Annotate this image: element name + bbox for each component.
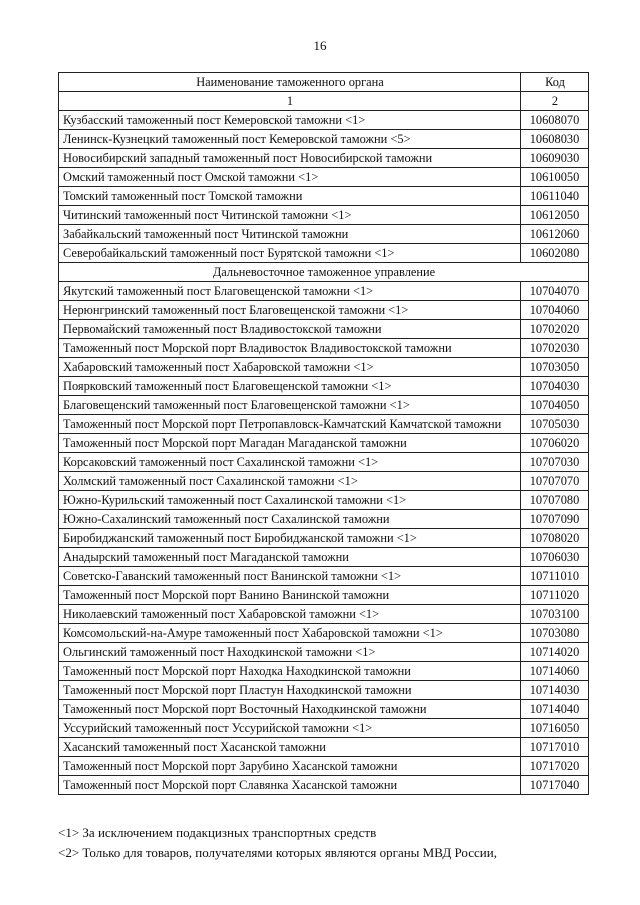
table-row (59, 187, 589, 206)
customs-post-name: Новосибирский западный таможенный пост Новосибирской таможни (59, 149, 521, 168)
customs-post-code: 10703050 (521, 358, 589, 377)
customs-post-code: 10705030 (521, 415, 589, 434)
customs-post-code: 10704060 (521, 301, 589, 320)
customs-post-code: 10612050 (521, 206, 589, 225)
table-row (59, 624, 589, 643)
column-number-name: 1 (59, 92, 521, 111)
table-row (59, 396, 589, 415)
table-header-row (59, 73, 589, 92)
customs-post-name: Хасанский таможенный пост Хасанской таможни (59, 738, 521, 757)
customs-post-name: Северобайкальский таможенный пост Бурятской таможни <1> (59, 244, 521, 263)
customs-post-code: 10717020 (521, 757, 589, 776)
customs-post-code: 10707030 (521, 453, 589, 472)
customs-post-name: Ленинск-Кузнецкий таможенный пост Кемеровской таможни <5> (59, 130, 521, 149)
table-row (59, 472, 589, 491)
table-row (59, 453, 589, 472)
customs-post-name: Таможенный пост Морской порт Владивосток Владивостокской таможни (59, 339, 521, 358)
footnotes (58, 823, 593, 863)
table-row (59, 643, 589, 662)
customs-post-name: Таможенный пост Морской порт Ванино Ванинской таможни (59, 586, 521, 605)
customs-post-name: Холмский таможенный пост Сахалинской таможни <1> (59, 472, 521, 491)
customs-post-name: Поярковский таможенный пост Благовещенской таможни <1> (59, 377, 521, 396)
customs-post-code: 10714030 (521, 681, 589, 700)
customs-post-code: 10711010 (521, 567, 589, 586)
customs-post-code: 10703100 (521, 605, 589, 624)
customs-post-name: Комсомольский-на-Амуре таможенный пост Хабаровской таможни <1> (59, 624, 521, 643)
customs-post-code: 10702020 (521, 320, 589, 339)
table-row (59, 244, 589, 263)
customs-post-code: 10716050 (521, 719, 589, 738)
customs-post-name: Южно-Сахалинский таможенный пост Сахалинской таможни (59, 510, 521, 529)
customs-post-code: 10610050 (521, 168, 589, 187)
customs-post-code: 10707090 (521, 510, 589, 529)
page-number: 16 (313, 38, 327, 53)
table-body (59, 111, 589, 795)
table-row (59, 586, 589, 605)
table-row (59, 415, 589, 434)
table-row (59, 719, 589, 738)
footnote-2: <2> Только для товаров, получателями которых являются органы МВД России, (58, 845, 497, 860)
customs-post-code: 10706030 (521, 548, 589, 567)
column-header-code: Код (521, 73, 589, 92)
customs-post-code: 10707080 (521, 491, 589, 510)
customs-post-code: 10704030 (521, 377, 589, 396)
customs-post-name: Таможенный пост Морской порт Пластун Находкинской таможни (59, 681, 521, 700)
table-row (59, 206, 589, 225)
table-row (59, 301, 589, 320)
customs-post-code: 10602080 (521, 244, 589, 263)
customs-post-code: 10704070 (521, 282, 589, 301)
customs-post-code: 10708020 (521, 529, 589, 548)
table-row (59, 548, 589, 567)
customs-post-name: Биробиджанский таможенный пост Биробиджанской таможни <1> (59, 529, 521, 548)
table-row (59, 491, 589, 510)
customs-post-code: 10717010 (521, 738, 589, 757)
table-row (59, 339, 589, 358)
customs-post-name: Якутский таможенный пост Благовещенской таможни <1> (59, 282, 521, 301)
customs-post-name: Благовещенский таможенный пост Благовещенской таможни <1> (59, 396, 521, 415)
customs-post-name: Омский таможенный пост Омской таможни <1> (59, 168, 521, 187)
customs-post-name: Читинский таможенный пост Читинской таможни <1> (59, 206, 521, 225)
table-row (59, 130, 589, 149)
table-row (59, 225, 589, 244)
customs-post-name: Таможенный пост Морской порт Славянка Хасанской таможни (59, 776, 521, 795)
customs-post-name: Николаевский таможенный пост Хабаровской таможни <1> (59, 605, 521, 624)
customs-post-code: 10608030 (521, 130, 589, 149)
customs-post-name: Анадырский таможенный пост Магаданской таможни (59, 548, 521, 567)
section-title: Дальневосточное таможенное управление (59, 263, 589, 282)
customs-post-name: Таможенный пост Морской порт Петропавловск-Камчатский Камчатской таможни (59, 415, 521, 434)
customs-post-code: 10717040 (521, 776, 589, 795)
customs-post-name: Нерюнгринский таможенный пост Благовещенской таможни <1> (59, 301, 521, 320)
customs-post-code: 10714020 (521, 643, 589, 662)
customs-post-code: 10714060 (521, 662, 589, 681)
customs-post-name: Таможенный пост Морской порт Восточный Находкинской таможни (59, 700, 521, 719)
footnote-1: <1> За исключением подакцизных транспортных средств (58, 825, 377, 840)
table-row (59, 738, 589, 757)
table-row (59, 282, 589, 301)
customs-post-name: Таможенный пост Морской порт Магадан Магаданской таможни (59, 434, 521, 453)
customs-post-name: Хабаровский таможенный пост Хабаровской таможни <1> (59, 358, 521, 377)
customs-post-name: Ольгинский таможенный пост Находкинской таможни <1> (59, 643, 521, 662)
table-row (59, 377, 589, 396)
customs-post-name: Таможенный пост Морской порт Находка Находкинской таможни (59, 662, 521, 681)
customs-post-name: Томский таможенный пост Томской таможни (59, 187, 521, 206)
table-row (59, 681, 589, 700)
table-row (59, 605, 589, 624)
customs-post-code: 10612060 (521, 225, 589, 244)
customs-post-name: Кузбасский таможенный пост Кемеровской таможни <1> (59, 111, 521, 130)
customs-post-name: Корсаковский таможенный пост Сахалинской таможни <1> (59, 453, 521, 472)
table-row (59, 529, 589, 548)
customs-table (58, 72, 589, 795)
customs-post-code: 10702030 (521, 339, 589, 358)
customs-post-code: 10706020 (521, 434, 589, 453)
table-row (59, 149, 589, 168)
table-row (59, 776, 589, 795)
column-header-name: Наименование таможенного органа (59, 73, 521, 92)
table-numbering-row (59, 92, 589, 111)
section-row (59, 263, 589, 282)
customs-post-code: 10711020 (521, 586, 589, 605)
customs-post-code: 10714040 (521, 700, 589, 719)
customs-post-name: Забайкальский таможенный пост Читинской таможни (59, 225, 521, 244)
customs-post-code: 10611040 (521, 187, 589, 206)
customs-post-code: 10608070 (521, 111, 589, 130)
customs-post-name: Первомайский таможенный пост Владивостокской таможни (59, 320, 521, 339)
customs-post-name: Южно-Курильский таможенный пост Сахалинской таможни <1> (59, 491, 521, 510)
customs-post-name: Уссурийский таможенный пост Уссурийской таможни <1> (59, 719, 521, 738)
table-row (59, 168, 589, 187)
customs-post-code: 10704050 (521, 396, 589, 415)
table-row (59, 567, 589, 586)
column-number-code: 2 (521, 92, 589, 111)
customs-post-code: 10707070 (521, 472, 589, 491)
table-row (59, 434, 589, 453)
table-row (59, 757, 589, 776)
customs-post-code: 10609030 (521, 149, 589, 168)
table-row (59, 662, 589, 681)
table-row (59, 358, 589, 377)
customs-post-name: Таможенный пост Морской порт Зарубино Хасанской таможни (59, 757, 521, 776)
table-row (59, 700, 589, 719)
table-row (59, 320, 589, 339)
customs-post-code: 10703080 (521, 624, 589, 643)
table-row (59, 111, 589, 130)
table-row (59, 510, 589, 529)
customs-post-name: Советско-Гаванский таможенный пост Ванинской таможни <1> (59, 567, 521, 586)
